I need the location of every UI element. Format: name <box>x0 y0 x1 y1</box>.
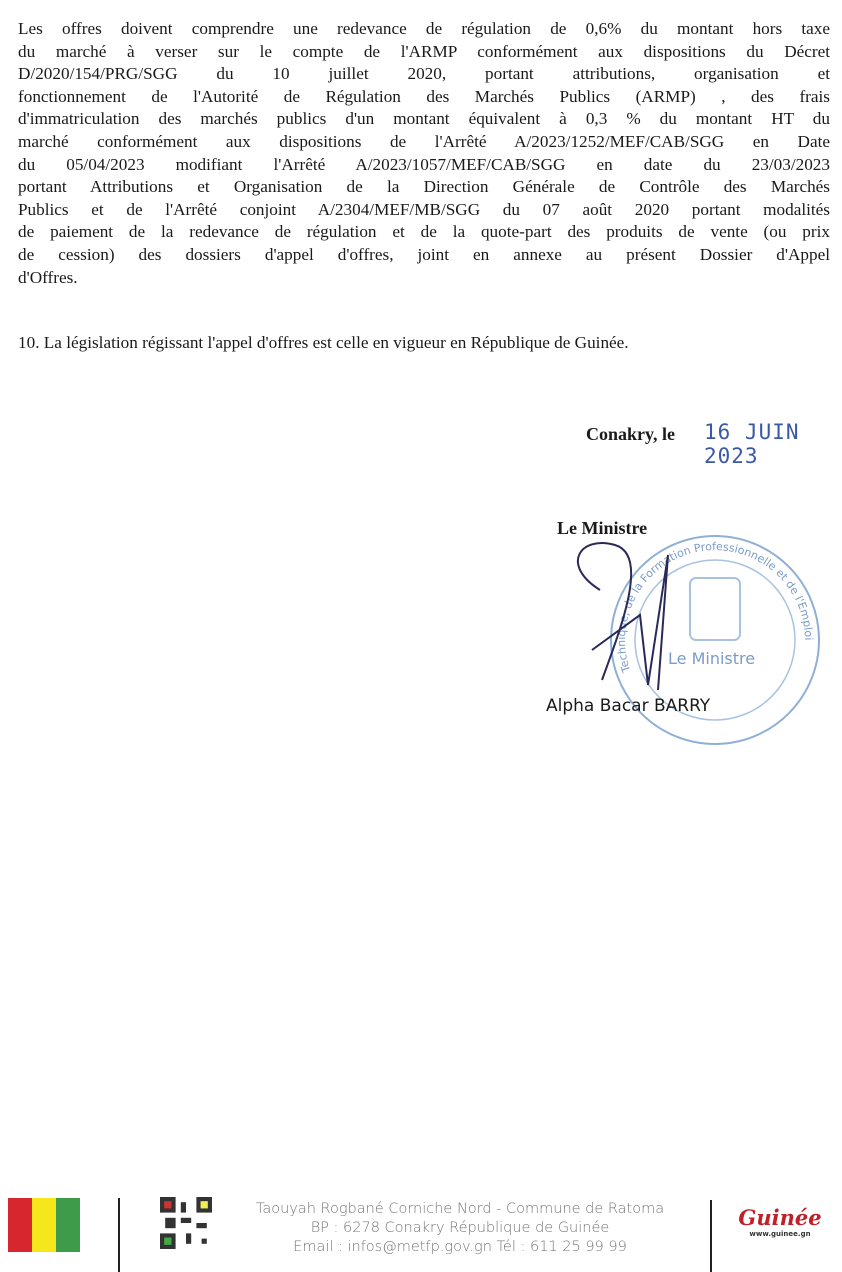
paragraph-line: Les offres doivent comprendre une redevance de régulation de 0,6% du montant hors taxe <box>18 19 830 38</box>
paragraph-line: D/2020/154/PRG/SGG du 10 juillet 2020, portant attributions, organisation et <box>18 64 830 84</box>
seal-text: Technique, de la Formation Professionnelle et de l'Emploi <box>614 540 816 675</box>
paragraph-line: du marché à verser sur le compte de l'ARMP conformément aux dispositions du Décret <box>18 41 830 61</box>
paragraph-line: de paiement de la redevance de régulation et de la quote-part des produits de vente (ou prix <box>18 222 830 242</box>
paragraph-line: d'Offres. <box>18 267 78 287</box>
place-date-label: Conakry, le <box>586 424 676 444</box>
address-line: Taouyah Rogbané Corniche Nord - Commune de Ratoma <box>255 1201 665 1217</box>
fees-paragraph <box>18 18 830 289</box>
contact-address <box>230 1200 690 1257</box>
date-stamp: 16 JUIN 2023 <box>704 420 800 468</box>
footer <box>0 1180 842 1272</box>
paragraph-line: portant Attributions et Organisation de la Direction Générale de Contrôle des Marchés <box>18 177 830 197</box>
paragraph-line: Publics et de l'Arrêté conjoint A/2304/MEF/MB/SGG du 07 août 2020 portant modalités <box>18 199 830 219</box>
guinee-logo <box>735 1205 825 1238</box>
signatory-title: Le Ministre <box>557 518 648 538</box>
address-line: BP : 6278 Conakry République de Guinée <box>310 1220 610 1236</box>
logo-text: Guinée <box>738 1205 822 1230</box>
divider <box>118 1198 120 1272</box>
paragraph-line: de cession) des dossiers d'appel d'offres, joint en annexe au présent Dossier d'Appel <box>18 244 830 264</box>
signatory-name: Alpha Bacar BARRY <box>546 696 711 716</box>
paragraph-line: marché conformément aux dispositions de l'Arrêté A/2023/1252/MEF/CAB/SGG en Date <box>18 131 830 151</box>
logo-url: www.guinee.gn <box>749 1230 811 1238</box>
seal-center-text: Le Ministre <box>668 649 756 668</box>
paragraph-line: d'immatriculation des marchés publics d'un montant équivalent à 0,3 % du montant HT du <box>18 109 830 129</box>
guinea-flag-icon <box>8 1198 80 1252</box>
paragraph-line: du 05/04/2023 modifiant l'Arrêté A/2023/1057/MEF/CAB/SGG en date du 23/03/2023 <box>18 154 830 174</box>
paragraph-line: fonctionnement de l'Autorité de Régulation des Marchés Publics (ARMP) , des frais <box>18 86 830 106</box>
qr-code-icon <box>160 1197 212 1249</box>
divider <box>710 1200 712 1272</box>
contact-line: Email : infos@metfp.gov.gn Tél : 611 25 99 99 <box>293 1239 627 1255</box>
item-10-legislation: 10. La législation régissant l'appel d'offres est celle en vigueur en République de Guinée. <box>18 333 629 352</box>
